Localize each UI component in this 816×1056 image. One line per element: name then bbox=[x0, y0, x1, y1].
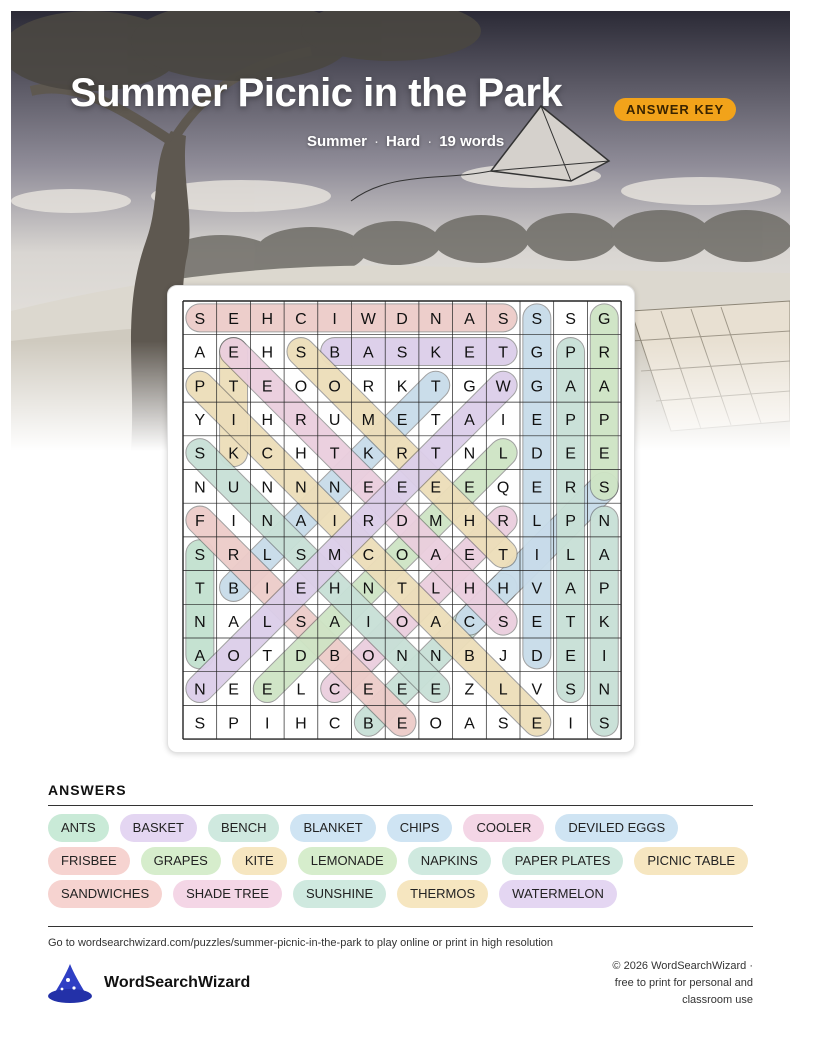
grid-letter: M bbox=[327, 546, 342, 564]
answer-word-chip: ANTS bbox=[48, 814, 109, 842]
grid-letter: A bbox=[363, 344, 374, 362]
grid-letter: T bbox=[329, 445, 340, 463]
grid-letter: T bbox=[430, 411, 441, 429]
grid-letter: E bbox=[430, 479, 442, 497]
grid-letter: S bbox=[598, 715, 610, 733]
answer-word-chip: NAPKINS bbox=[408, 847, 491, 875]
grid-letter: N bbox=[396, 647, 408, 665]
grid-letter: S bbox=[565, 681, 576, 699]
grid-letter: K bbox=[228, 445, 239, 463]
grid-letter: A bbox=[598, 378, 610, 396]
grid-letter: E bbox=[531, 715, 543, 733]
grid-letter: E bbox=[396, 715, 408, 733]
grid-letter: V bbox=[531, 580, 543, 598]
grid-letter: E bbox=[464, 546, 475, 564]
grid-letter: R bbox=[227, 546, 240, 564]
answer-word-chip: KITE bbox=[232, 847, 287, 875]
meta-separator: · bbox=[427, 133, 433, 150]
grid-letter: U bbox=[328, 411, 341, 429]
grid-letter: H bbox=[463, 580, 476, 598]
grid-letter: N bbox=[194, 479, 206, 497]
grid-letter: S bbox=[497, 310, 509, 328]
grid-letter: L bbox=[262, 546, 272, 564]
grid-letter: T bbox=[498, 344, 509, 362]
grid-letter: I bbox=[231, 411, 236, 429]
grid-letter: H bbox=[261, 411, 274, 429]
grid-letter: P bbox=[565, 513, 576, 531]
copyright-line: © 2026 WordSearchWizard · bbox=[612, 960, 753, 972]
grid-letter: T bbox=[194, 580, 205, 598]
grid-letter: C bbox=[328, 681, 341, 699]
answer-list bbox=[48, 814, 758, 908]
grid-letter: I bbox=[568, 715, 573, 733]
grid-letter: V bbox=[531, 681, 543, 699]
grid-letter: K bbox=[396, 378, 408, 396]
grid-letter: R bbox=[564, 479, 577, 497]
wizard-hat-icon bbox=[46, 962, 94, 1006]
grid-letter: D bbox=[531, 647, 543, 665]
answer-word-chip: COOLER bbox=[463, 814, 544, 842]
grid-letter: G bbox=[598, 310, 611, 328]
grid-letter: H bbox=[497, 580, 509, 598]
grid-letter: H bbox=[261, 344, 274, 362]
grid-letter: A bbox=[565, 580, 576, 598]
grid-letter: S bbox=[598, 479, 610, 497]
word-count-label: 19 words bbox=[439, 133, 505, 150]
grid-letter: N bbox=[194, 614, 206, 632]
grid-letter: E bbox=[531, 614, 543, 632]
grid-letter: E bbox=[464, 479, 475, 497]
grid-letter: H bbox=[295, 715, 307, 733]
grid-letter: I bbox=[332, 513, 337, 531]
grid-letter: S bbox=[531, 310, 543, 328]
grid-letter: B bbox=[464, 647, 475, 665]
grid-letter: E bbox=[228, 344, 239, 362]
grid-letter: L bbox=[431, 580, 441, 598]
grid-letter: N bbox=[429, 647, 442, 665]
answer-word-chip: GRAPES bbox=[141, 847, 221, 875]
grid-letter: R bbox=[497, 513, 509, 531]
grid-letter: D bbox=[396, 513, 408, 531]
grid-letter: E bbox=[295, 580, 307, 598]
answers-heading: ANSWERS bbox=[48, 782, 127, 798]
grid-letter: T bbox=[262, 647, 273, 665]
grid-letter: I bbox=[231, 513, 236, 531]
grid-letter: K bbox=[598, 614, 610, 632]
word-search-grid bbox=[168, 286, 636, 754]
grid-letter: E bbox=[565, 445, 576, 463]
divider bbox=[48, 805, 753, 806]
grid-letter: E bbox=[396, 681, 408, 699]
grid-letter: A bbox=[464, 715, 475, 733]
grid-letter: S bbox=[194, 310, 206, 328]
grid-letter: C bbox=[295, 310, 307, 328]
grid-letter: T bbox=[228, 378, 239, 396]
grid-letter: C bbox=[362, 546, 375, 564]
grid-letter: C bbox=[328, 715, 341, 733]
grid-letter: N bbox=[261, 513, 274, 531]
grid-letter: M bbox=[361, 411, 376, 429]
grid-letter: O bbox=[227, 647, 240, 665]
grid-letter: J bbox=[499, 647, 508, 665]
grid-letter: C bbox=[463, 614, 476, 632]
grid-letter: L bbox=[262, 614, 272, 632]
grid-letter: E bbox=[531, 411, 543, 429]
grid-letter: A bbox=[194, 344, 206, 362]
answer-word-chip: PICNIC TABLE bbox=[634, 847, 748, 875]
grid-letter: S bbox=[497, 614, 509, 632]
grid-letter: A bbox=[228, 614, 239, 632]
grid-letter: A bbox=[598, 546, 610, 564]
grid-letter: S bbox=[396, 344, 408, 362]
grid-letter: Y bbox=[194, 411, 206, 429]
grid-letter: T bbox=[430, 378, 441, 396]
answer-word-chip: BLANKET bbox=[290, 814, 375, 842]
grid-letter: I bbox=[366, 614, 371, 632]
grid-letter: T bbox=[397, 580, 407, 598]
grid-letter: E bbox=[261, 681, 273, 699]
copyright-line: free to print for personal and bbox=[614, 977, 753, 989]
grid-letter: S bbox=[194, 546, 206, 564]
grid-letter: O bbox=[362, 647, 375, 665]
grid-letter: Q bbox=[496, 479, 510, 497]
grid-letter: E bbox=[531, 479, 543, 497]
grid-letter: N bbox=[194, 681, 206, 699]
grid-letter: L bbox=[566, 546, 576, 564]
grid-letter: S bbox=[295, 546, 307, 564]
grid-letter: S bbox=[565, 310, 576, 328]
copyright-text bbox=[553, 958, 753, 1009]
grid-letter: A bbox=[295, 513, 307, 531]
grid-letter: A bbox=[464, 310, 475, 328]
difficulty-label: Hard bbox=[386, 133, 421, 150]
grid-letter: A bbox=[194, 647, 206, 665]
grid-letter: B bbox=[228, 580, 239, 598]
grid-letter: E bbox=[430, 681, 442, 699]
grid-letter: P bbox=[194, 378, 206, 396]
answer-word-chip: BENCH bbox=[208, 814, 280, 842]
grid-letter: B bbox=[329, 647, 340, 665]
grid-letter: G bbox=[530, 378, 544, 396]
grid-letter: I bbox=[602, 647, 607, 665]
answer-word-chip: SHADE TREE bbox=[173, 880, 282, 908]
grid-letter: W bbox=[360, 310, 376, 328]
grid-letter: C bbox=[261, 445, 274, 463]
answer-word-chip: DEVILED EGGS bbox=[555, 814, 678, 842]
grid-letter: G bbox=[463, 378, 476, 396]
grid-letter: H bbox=[328, 580, 341, 598]
grid-letter: B bbox=[329, 344, 340, 362]
grid-letter: S bbox=[295, 344, 307, 362]
grid-letter: I bbox=[500, 411, 506, 429]
grid-letter: N bbox=[261, 479, 274, 497]
grid-letter: A bbox=[430, 614, 442, 632]
grid-letter: P bbox=[598, 411, 610, 429]
grid-letter: I bbox=[265, 580, 270, 598]
grid-letter: L bbox=[296, 681, 306, 699]
grid-letter: D bbox=[396, 310, 408, 328]
brand-name: WordSearchWizard bbox=[104, 974, 251, 991]
grid-letter: O bbox=[328, 378, 341, 396]
grid-letter: B bbox=[363, 715, 374, 733]
meta-separator: · bbox=[374, 133, 380, 150]
answer-word-chip: SUNSHINE bbox=[293, 880, 386, 908]
grid-letter: E bbox=[396, 479, 408, 497]
grid-letter: O bbox=[429, 715, 442, 733]
grid-letter: E bbox=[396, 411, 408, 429]
grid-letter: E bbox=[565, 647, 576, 665]
grid-letter: G bbox=[530, 344, 544, 362]
grid-letter: I bbox=[265, 715, 270, 733]
grid-letter: F bbox=[194, 513, 205, 531]
grid-letter: R bbox=[295, 411, 307, 429]
grid-letter: D bbox=[531, 445, 543, 463]
copyright-line: classroom use bbox=[682, 994, 753, 1006]
grid-letter: O bbox=[395, 546, 409, 564]
grid-letter: L bbox=[498, 681, 508, 699]
grid-letter: P bbox=[598, 580, 610, 598]
answer-key-badge: ANSWER KEY bbox=[614, 98, 736, 121]
grid-letter: E bbox=[261, 378, 273, 396]
grid-letter: N bbox=[429, 310, 442, 328]
divider bbox=[48, 926, 753, 927]
grid-letter: A bbox=[565, 378, 576, 396]
grid-letter: A bbox=[430, 546, 442, 564]
grid-letter: N bbox=[598, 513, 611, 531]
grid-letter: S bbox=[194, 445, 206, 463]
grid-letter: P bbox=[565, 411, 576, 429]
page-title: Summer Picnic in the Park bbox=[70, 71, 563, 115]
grid-letter: N bbox=[598, 681, 611, 699]
theme-label: Summer bbox=[307, 133, 368, 150]
grid-letter: H bbox=[463, 513, 476, 531]
grid-letter: I bbox=[534, 546, 540, 564]
grid-letter: Z bbox=[464, 681, 475, 699]
grid-letter: T bbox=[430, 445, 441, 463]
grid-letter: E bbox=[363, 681, 374, 699]
answer-word-chip: SANDWICHES bbox=[48, 880, 162, 908]
grid-letter: E bbox=[228, 681, 239, 699]
grid-letter: D bbox=[295, 647, 307, 665]
grid-letter: L bbox=[532, 513, 542, 531]
grid-letter: N bbox=[463, 445, 476, 463]
answer-word-chip: FRISBEE bbox=[48, 847, 130, 875]
grid-letter: O bbox=[395, 614, 409, 632]
grid-letter: H bbox=[261, 310, 274, 328]
grid-letter: P bbox=[565, 344, 576, 362]
grid-letter: R bbox=[396, 445, 408, 463]
grid-letter: R bbox=[598, 344, 611, 362]
grid-letter: O bbox=[294, 378, 308, 396]
grid-letter: N bbox=[362, 580, 375, 598]
answer-word-chip: WATERMELON bbox=[499, 880, 617, 908]
grid-letter: U bbox=[227, 479, 240, 497]
grid-letter: E bbox=[363, 479, 374, 497]
grid-letter: S bbox=[497, 715, 509, 733]
grid-letter: E bbox=[228, 310, 239, 328]
puzzle-meta bbox=[307, 133, 504, 150]
answer-word-chip: THERMOS bbox=[397, 880, 488, 908]
grid-letter: N bbox=[328, 479, 341, 497]
grid-letter: S bbox=[295, 614, 307, 632]
answer-word-chip: PAPER PLATES bbox=[502, 847, 624, 875]
answer-word-chip: BASKET bbox=[120, 814, 197, 842]
grid-letter: S bbox=[194, 715, 206, 733]
grid-letter: E bbox=[598, 445, 610, 463]
puzzle-card bbox=[167, 285, 635, 753]
grid-letter: A bbox=[329, 614, 340, 632]
grid-letter: P bbox=[228, 715, 239, 733]
answer-word-chip: CHIPS bbox=[387, 814, 453, 842]
grid-letter: I bbox=[332, 310, 337, 328]
grid-letter: R bbox=[362, 513, 375, 531]
grid-letter: N bbox=[295, 479, 307, 497]
footer-url-text: Go to wordsearchwizard.com/puzzles/summer-picnic-in-the-park to play online or print in high resolution bbox=[48, 937, 553, 949]
grid-letter: K bbox=[363, 445, 374, 463]
grid-letter: W bbox=[495, 378, 511, 396]
grid-letter: M bbox=[429, 513, 443, 531]
answer-word-chip: LEMONADE bbox=[298, 847, 397, 875]
grid-letter: R bbox=[362, 378, 375, 396]
grid-letter: H bbox=[295, 445, 307, 463]
grid-letter: T bbox=[498, 546, 509, 564]
grid-letter: L bbox=[498, 445, 508, 463]
grid-letter: T bbox=[565, 614, 576, 632]
grid-letter: A bbox=[464, 411, 475, 429]
grid-letter: E bbox=[464, 344, 475, 362]
grid-letter: K bbox=[430, 344, 442, 362]
